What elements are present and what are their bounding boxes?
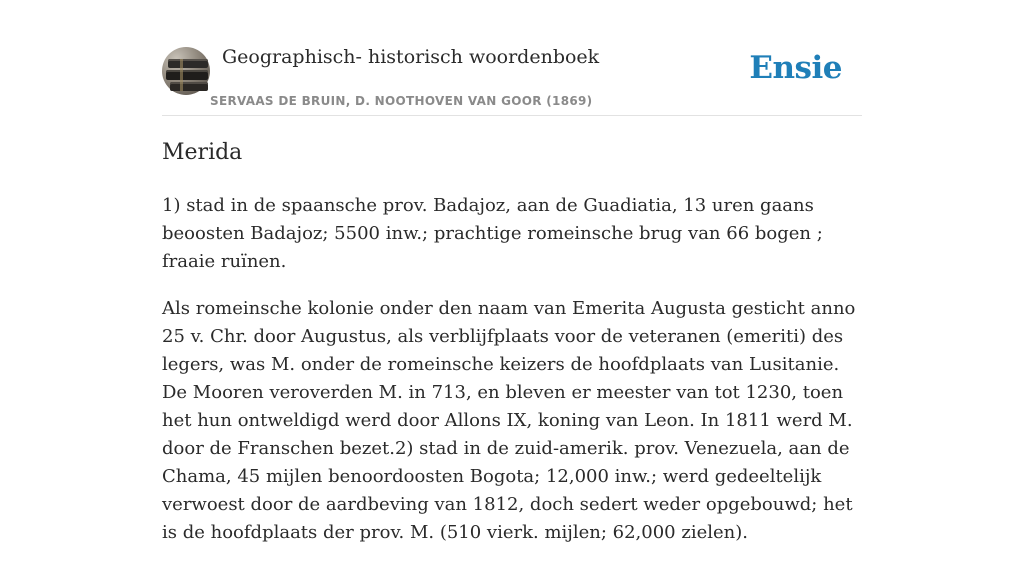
site-header: [162, 44, 862, 116]
book-cover-avatar[interactable]: [162, 47, 210, 95]
entry-paragraph: 1) stad in de spaansche prov. Badajoz, aan de Guadiatia, 13 uren gaans beoosten Badajoz; 5500 inw.; prachtige romeinsche brug van 66 bogen ; fraaie ruïnen.: [162, 195, 823, 272]
entry-body: [162, 192, 866, 566]
ensie-logo-link[interactable]: Ensie: [749, 50, 842, 86]
book-title-link[interactable]: Geographisch- historisch woordenboek: [222, 46, 600, 68]
entry-paragraph: Als romeinsche kolonie onder den naam van Emerita Augusta gesticht anno 25 v. Chr. door Augustus, als verblijfplaats voor de veteranen (emeriti) des legers, was M. onder de romeinsche keizers de hoofdplaats van Lusitanie. De Mooren veroverden M. in 713, en bleven er meester van tot 1230, toen het hun ontweldigd werd door Allons IX, koning van Leon. In 1811 werd M. door de Franschen bezet.2) stad in de zuid-amerik. prov. Venezuela, aan de Chama, 45 mijlen benoordoosten Bogota; 12,000 inw.; werd gedeeltelijk verwoest door de aardbeving van 1812, doch sedert weder opgebouwd; het is de hoofdplaats der prov. M. (510 vierk. mijlen; 62,000 zielen).: [162, 298, 856, 543]
entry-title: Merida: [162, 140, 243, 165]
book-author: SERVAAS DE BRUIN, D. NOOTHOVEN VAN GOOR (1869): [210, 94, 593, 108]
